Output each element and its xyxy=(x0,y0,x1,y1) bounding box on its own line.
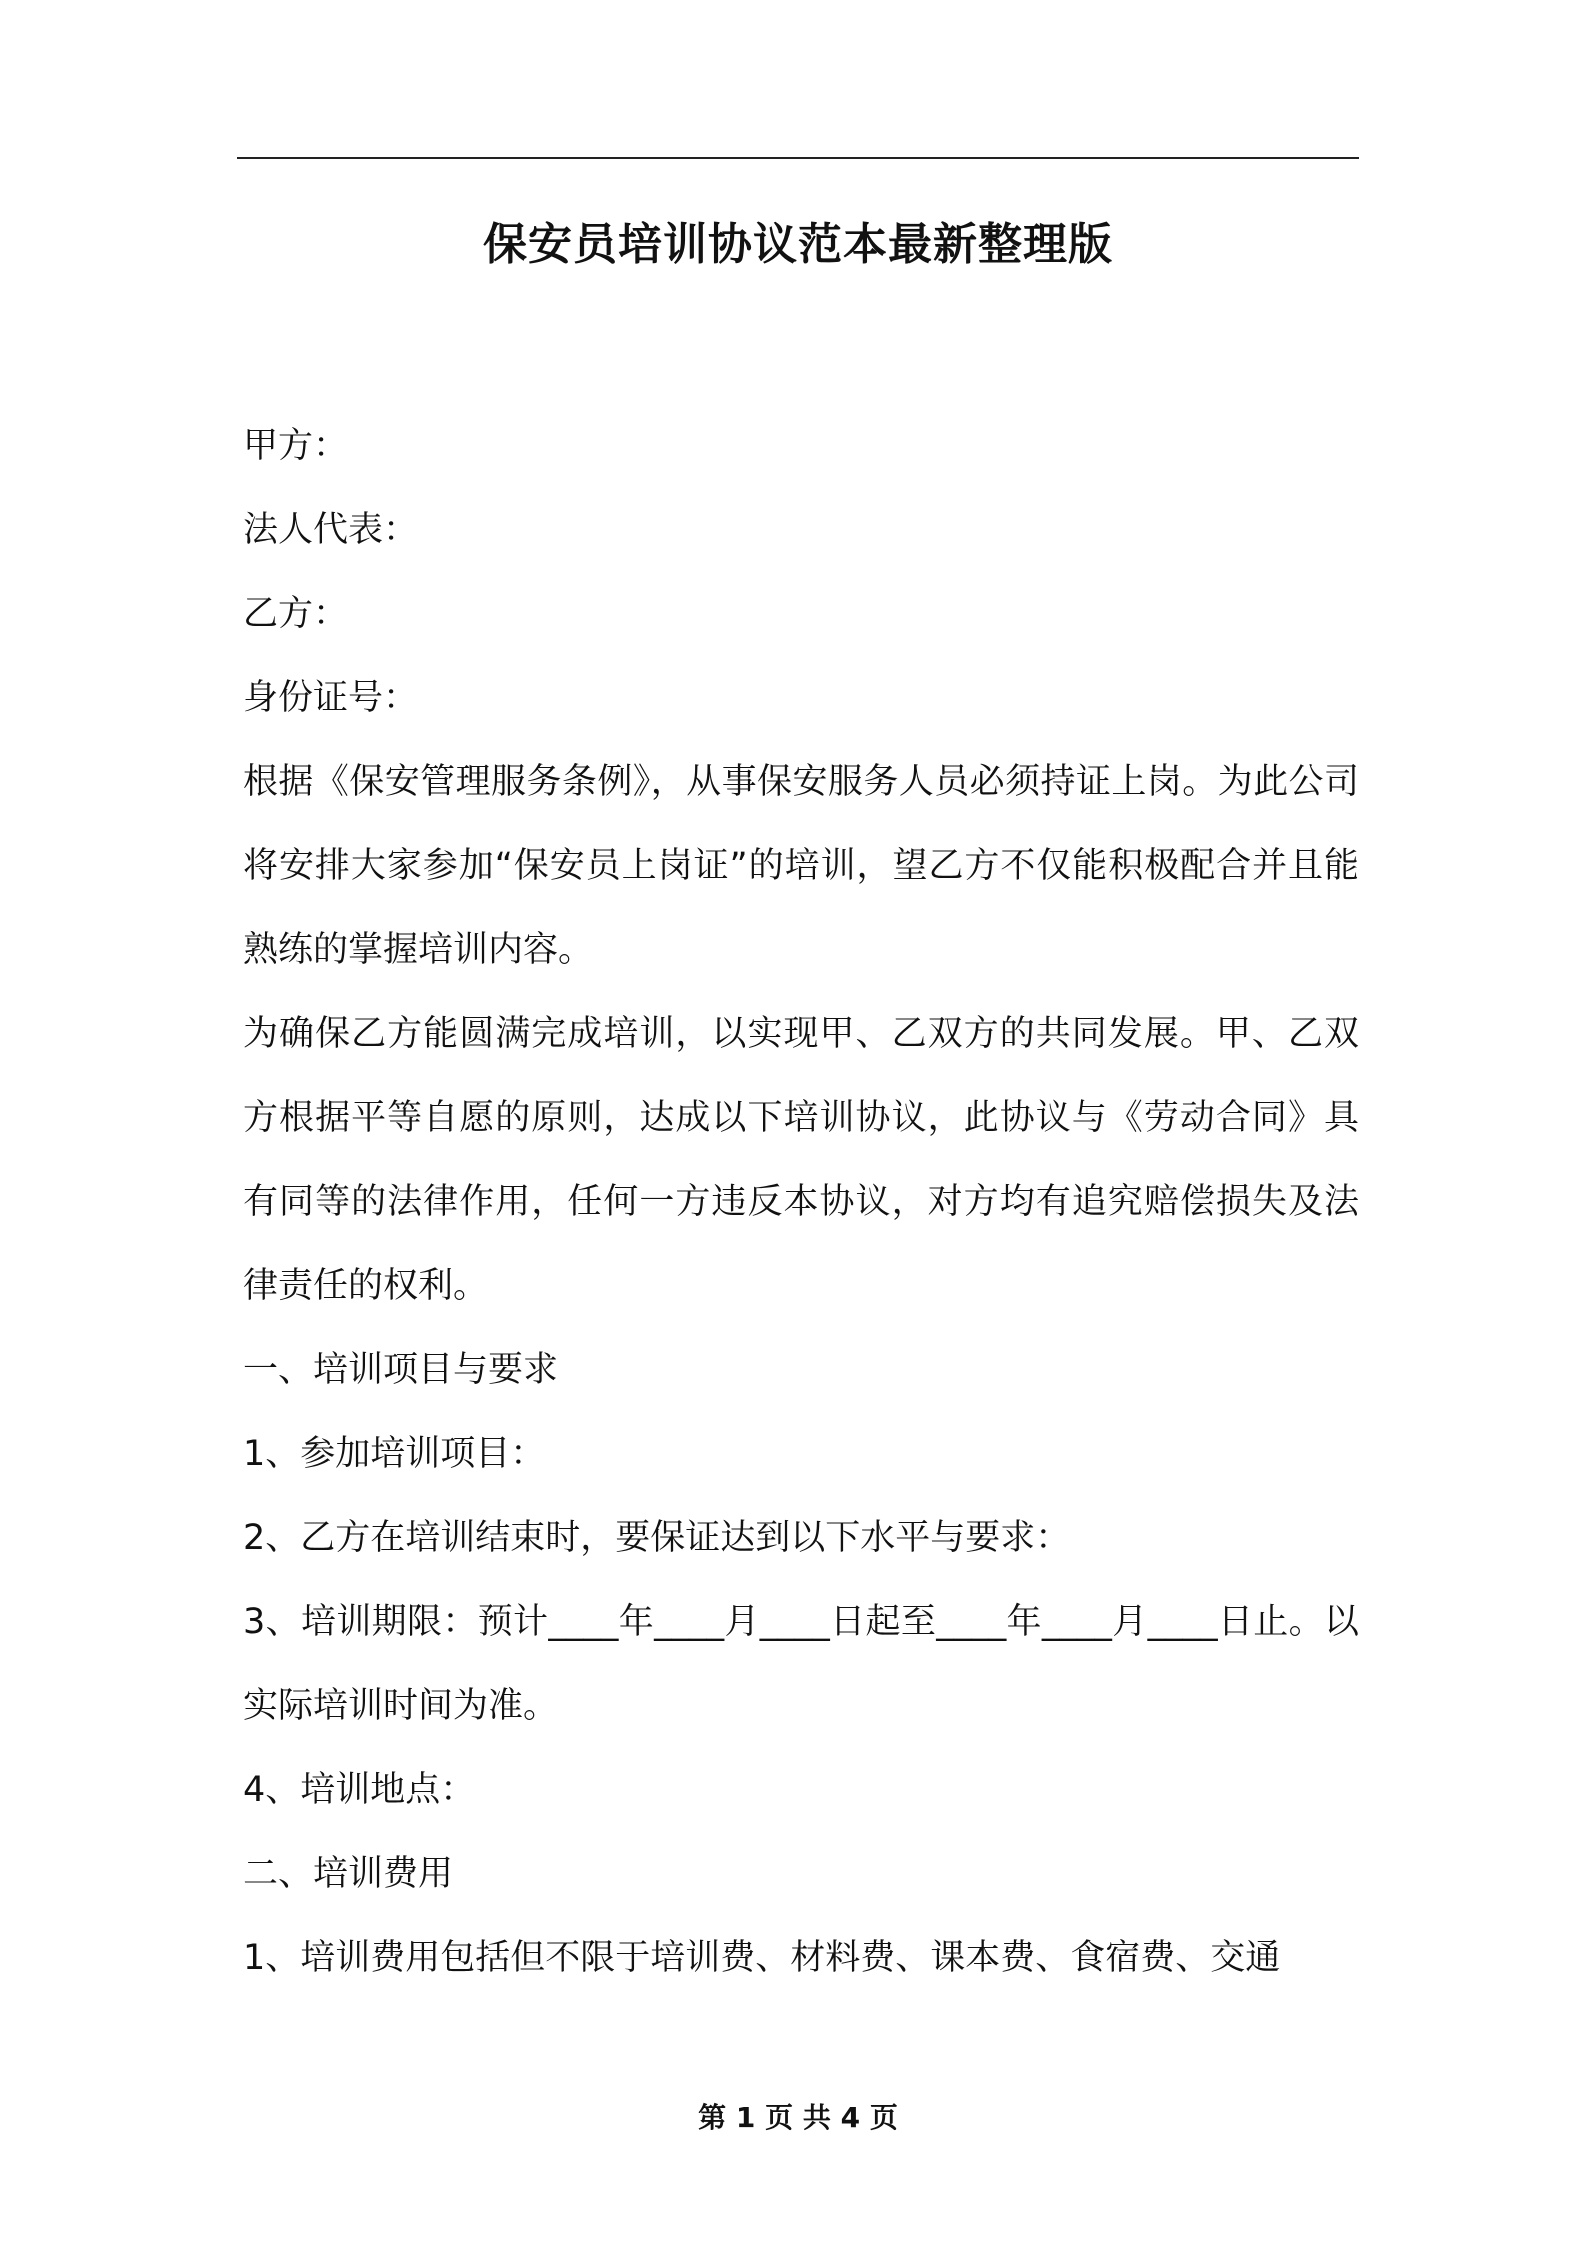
clause-training-project: 1、参加培训项目： xyxy=(243,1434,546,1474)
id-number-line: 身份证号： xyxy=(243,678,419,718)
section-heading-training-fees: 二、培训费用 xyxy=(243,1854,454,1894)
page-number-footer: 第 1 页 共 4 页 xyxy=(698,2101,898,2134)
document-title: 保安员培训协议范本最新整理版 xyxy=(483,219,1113,270)
clause-training-requirements: 2、乙方在培训结束时，要保证达到以下水平与要求： xyxy=(243,1518,1071,1558)
clause-training-fees: 1、培训费用包括但不限于培训费、材料费、课本费、食宿费、交通 xyxy=(243,1938,1281,1978)
clause-training-location: 4、培训地点： xyxy=(243,1770,476,1810)
party-a-line: 甲方： xyxy=(243,426,349,466)
section-heading-training-items: 一、培训项目与要求 xyxy=(243,1350,559,1390)
purpose-paragraph: 为确保乙方能圆满完成培训，以实现甲、乙双方的共同发展。甲、乙双方根据平等自愿的原则，达成以下培训协议，此协议与《劳动合同》具有同等的法律作用，任何一方违反本协议，对方均有追究赔偿损失及法律责任的权利。 xyxy=(243,1014,1359,1306)
document-body xyxy=(243,404,1359,2000)
header-rule xyxy=(237,157,1359,159)
intro-paragraph: 根据《保安管理服务条例》，从事保安服务人员必须持证上岗。为此公司将安排大家参加“保安员上岗证”的培训，望乙方不仅能积极配合并且能熟练的掌握培训内容。 xyxy=(243,762,1359,970)
legal-representative-line: 法人代表： xyxy=(243,510,419,550)
party-b-line: 乙方： xyxy=(243,594,349,634)
clause-training-period: 3、培训期限：预计____年____月____日起至____年____月____日止。以实际培训时间为准。 xyxy=(243,1602,1359,1726)
